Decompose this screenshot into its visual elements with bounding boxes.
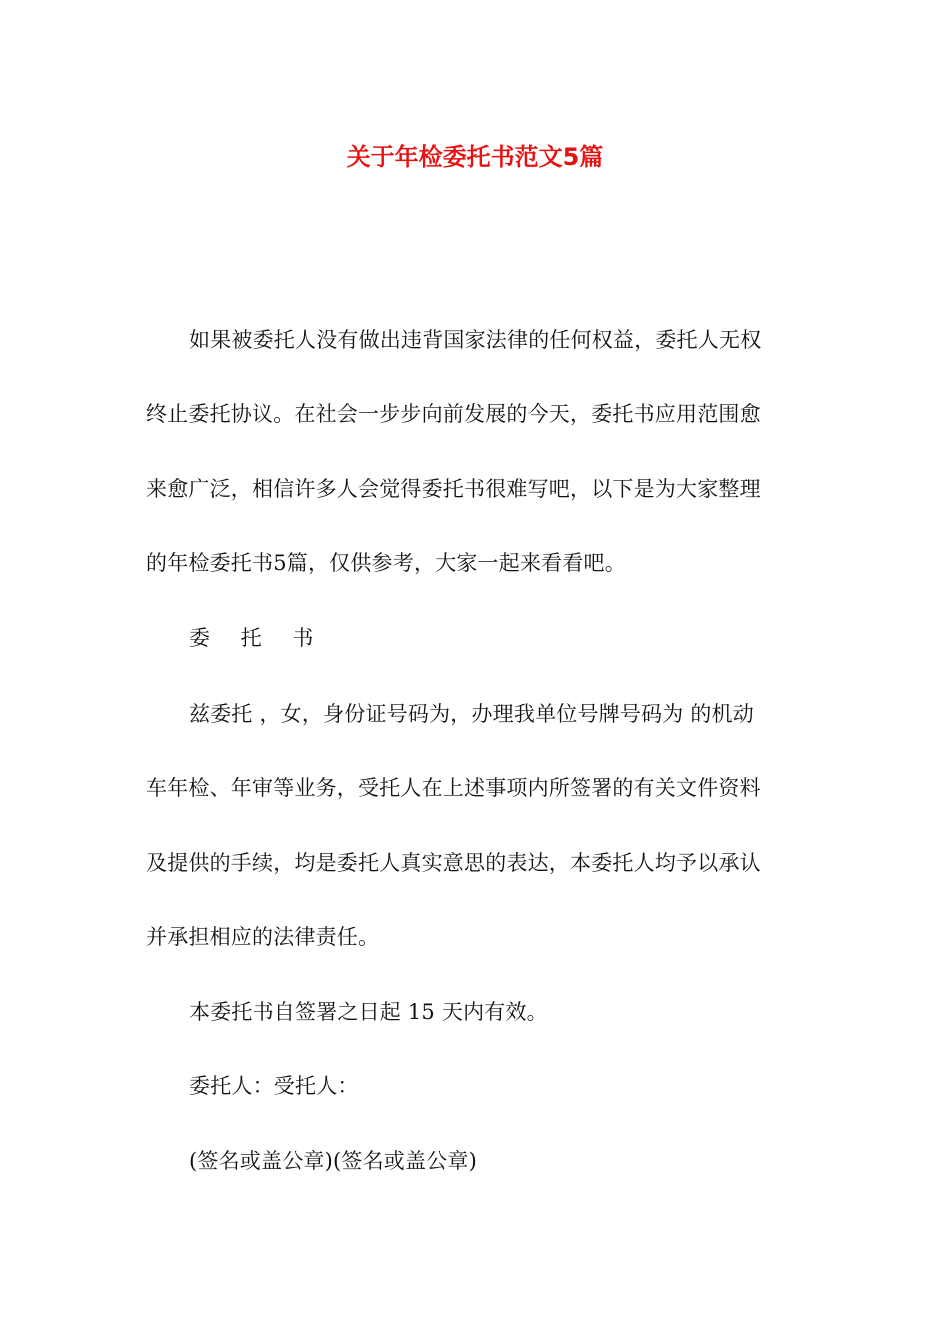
intro-line-3: 来愈广泛，相信许多人会觉得委托书很难写吧，以下是为大家整理 [146, 477, 761, 501]
body-line-1: 兹委托 ，女，身份证号码为，办理我单位号牌号码为 的机动 [189, 702, 754, 726]
body-line-4: 并承担相应的法律责任。 [146, 925, 380, 949]
body-line-3: 及提供的手续，均是委托人真实意思的表达，本委托人均予以承认 [146, 851, 761, 875]
section-heading: 委 托 书 [189, 626, 326, 650]
intro-line-1: 如果被委托人没有做出违背国家法律的任何权益，委托人无权 [189, 328, 762, 352]
intro-line-4: 的年检委托书5篇，仅供参考，大家一起来看看吧。 [146, 551, 626, 575]
body-line-2: 车年检、年审等业务，受托人在上述事项内所签署的有关文件资料 [146, 776, 761, 800]
validity-line: 本委托书自签署之日起 15 天内有效。 [189, 1000, 548, 1024]
signature-line: (签名或盖公章)(签名或盖公章) [189, 1149, 477, 1173]
document-title: 关于年检委托书范文5篇 [346, 143, 604, 171]
parties-line: 委托人：受托人： [189, 1074, 359, 1098]
intro-line-2: 终止委托协议。在社会一步步向前发展的今天，委托书应用范围愈 [146, 402, 761, 426]
